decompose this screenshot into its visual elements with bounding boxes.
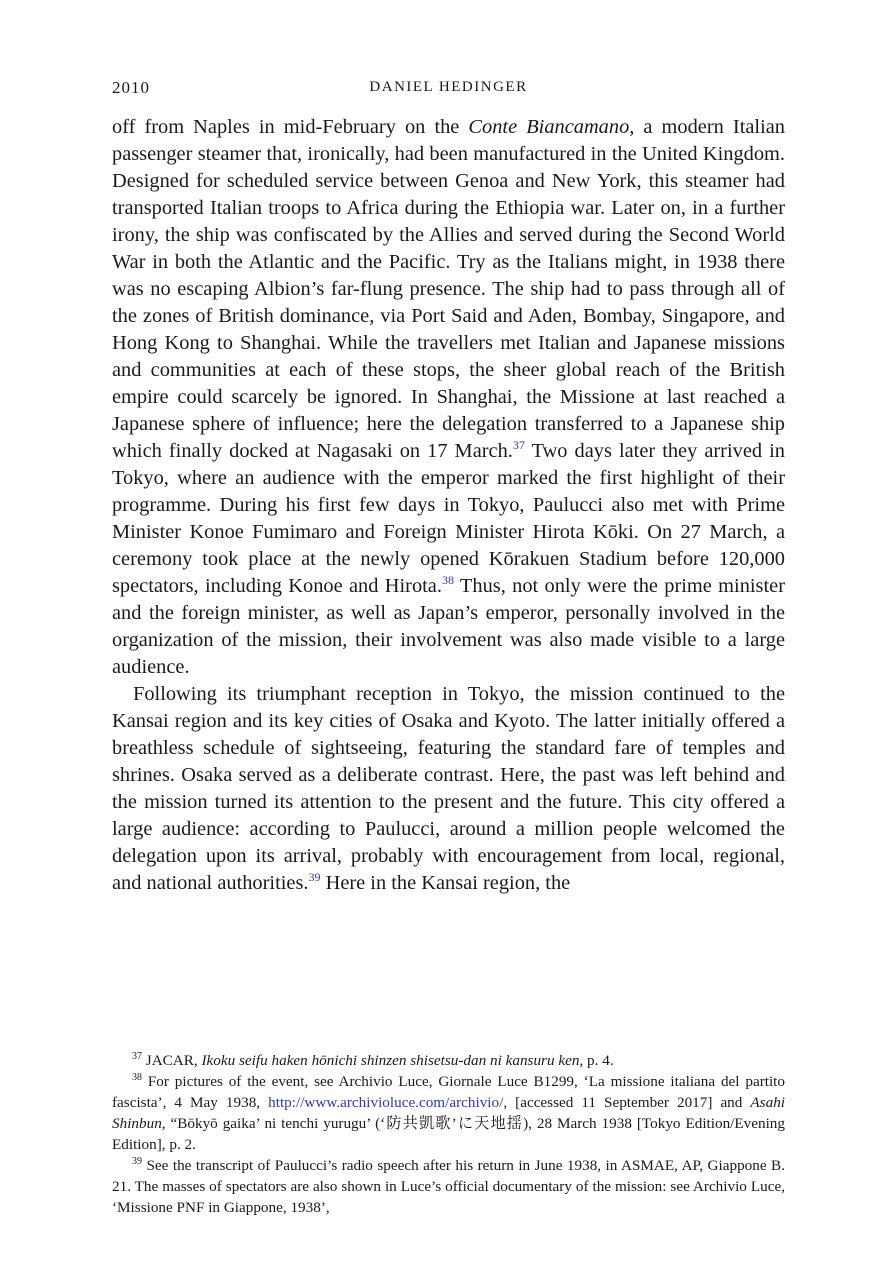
footnote-number: 37 — [132, 1050, 142, 1062]
text-span: See the transcript of Paulucci’s radio speech after his return in June 1938, in ASMAE, AP, Giappone B. 21. The masses of spectators are also shown in Luce’s official documentary of the mission: see Archivio Luce, ‘Missione PNF in Giappone, 1938’, — [112, 1157, 785, 1216]
paragraph-1 — [112, 114, 785, 681]
text-span: JACAR, — [142, 1052, 202, 1069]
running-head: DANIEL HEDINGER — [369, 79, 528, 95]
footnote-ref-39[interactable]: 39 — [308, 870, 321, 885]
footnotes — [112, 1050, 785, 1218]
text-span: Thus, not only were the prime minister and the foreign minister, as well as Japan’s emperor, personally involved in the organization of the mission, their involvement was also made visible to a large audience. — [112, 575, 785, 678]
text-span: , p. 4. — [579, 1052, 614, 1069]
footnote-37 — [112, 1050, 785, 1071]
page-header — [112, 78, 785, 100]
newspaper-title: Asahi Shinbun — [112, 1094, 786, 1132]
archive-link[interactable]: http://www.archivioluce.com/archivio/ — [268, 1094, 504, 1111]
footnote-38 — [112, 1071, 785, 1155]
text-span: , a modern Italian passenger steamer that, ironically, had been manufactured in the United Kingdom. Designed for scheduled service between Genoa and New York, this steamer had transported Italian troops to Africa during the Ethiopia war. Later on, in a further irony, the ship was confiscated by the Allies and served during the Second World War in both the Atlantic and the Pacific. Try as the Italians might, in 1938 there was no escaping Albion’s far-flung presence. The ship had to pass through all of the zones of British dominance, via Port Said and Aden, Bombay, Singapore, and Hong Kong to Shanghai. While the travellers met Italian and Japanese missions and communities at each of these stops, the sheer global reach of the British empire could scarcely be ignored. In Shanghai, the Missione at last reached a Japanese sphere of influence; here the delegation transferred to a Japanese ship which finally docked at Nagasaki on 17 March. — [112, 116, 785, 462]
text-span: off from Naples in mid-February on the — [112, 116, 469, 138]
text-span: For pictures of the event, see Archivio Luce, Giornale Luce B1299, ‘La missione italiana del partito fascista’, 4 May 1938, — [112, 1073, 785, 1111]
page-number: 2010 — [112, 78, 150, 97]
footnote-ref-37[interactable]: 37 — [512, 438, 525, 453]
source-title: Ikoku seifu haken hōnichi shinzen shisetsu-dan ni kansuru ken — [201, 1052, 580, 1069]
footnote-number: 39 — [132, 1155, 142, 1167]
text-span: Two days later they arrived in Tokyo, where an audience with the emperor marked the first highlight of their programme. During his first few days in Tokyo, Paulucci also met with Prime Minister Konoe Fumimaro and Foreign Minister Hirota Kōki. On 27 March, a ceremony took place at the newly opened Kōrakuen Stadium before 120,000 spectators, including Konoe and Hirota. — [112, 440, 785, 597]
paragraph-2 — [112, 681, 785, 897]
text-span: Following its triumphant reception in Tokyo, the mission continued to the Kansai region and its key cities of Osaka and Kyoto. The latter initially offered a breathless schedule of sightseeing, featuring the standard fare of temples and shrines. Osaka served as a deliberate contrast. Here, the past was left behind and the mission turned its attention to the present and the future. This city offered a large audience: according to Paulucci, around a million people welcomed the delegation upon its arrival, probably with encouragement from local, regional, and national authorities. — [112, 683, 785, 894]
text-span: , [accessed 11 September 2017] and — [503, 1094, 751, 1111]
ship-name: Conte Biancamano — [468, 116, 630, 138]
footnote-number: 38 — [132, 1071, 142, 1083]
text-span: , “Bōkyō gaika’ ni tenchi yurugu’ (‘防共凱歌’に天地揺), 28 March 1938 [Tokyo Edition/Evening Edition], p. 2. — [112, 1115, 785, 1153]
footnote-39 — [112, 1155, 785, 1218]
main-text — [112, 114, 785, 897]
footnote-ref-38[interactable]: 38 — [441, 573, 454, 588]
text-span: Here in the Kansai region, the — [320, 872, 571, 894]
